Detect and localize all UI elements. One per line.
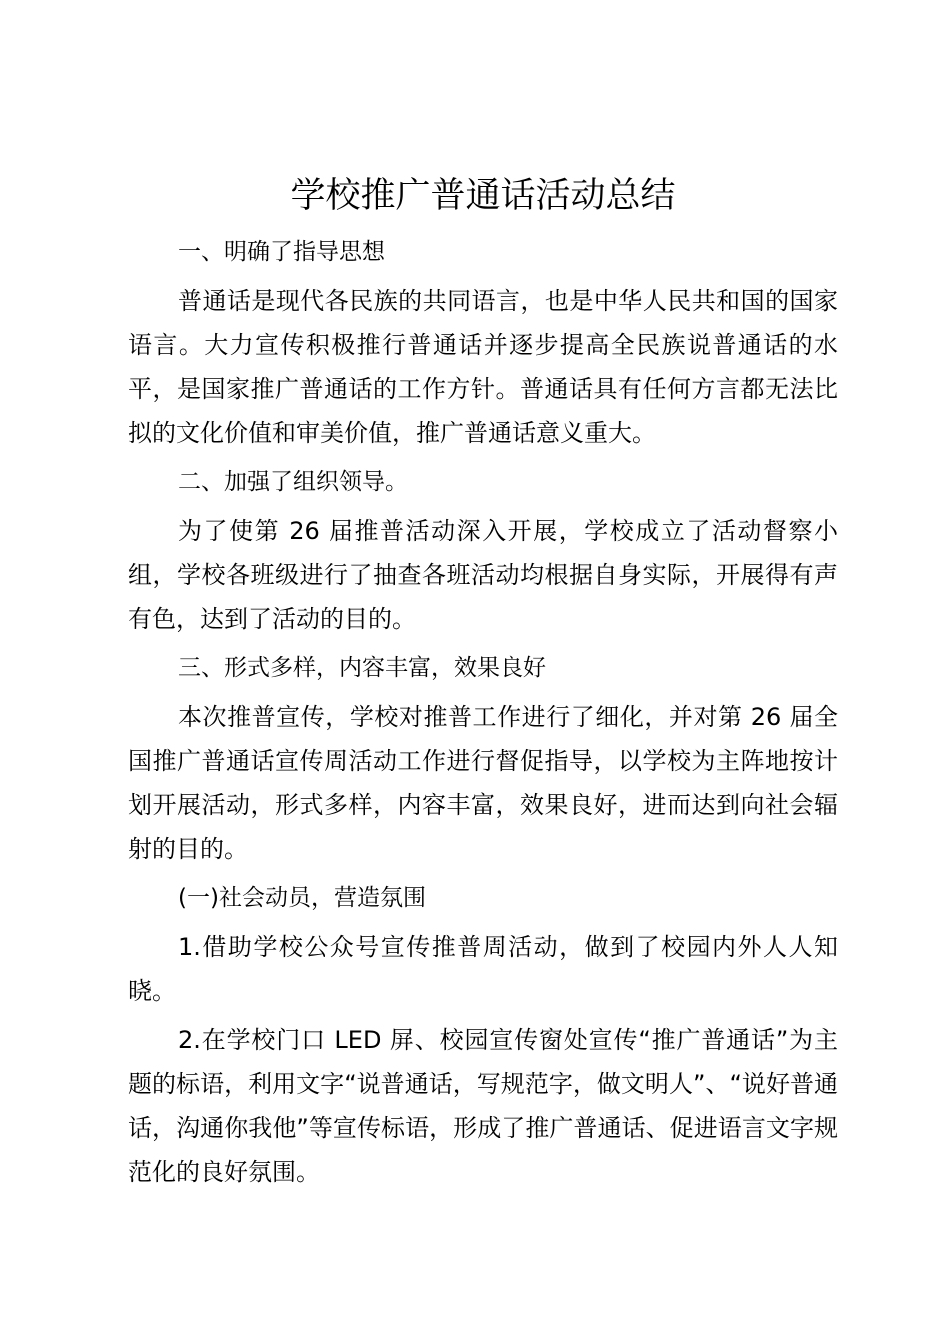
section-heading-1: 一、明确了指导思想 — [178, 239, 385, 265]
list-item-2: 2.在学校门口 LED 屏、校园宣传窗处宣传“推广普通话”为主题的标语，利用文字“说普通话，写规范字，做文明人”、“说好普通话，沟通你我他”等宣传标语，形成了推广普通话、促进语言文字规范化的良好氛围。 — [128, 1026, 838, 1186]
paragraph-3: 本次推普宣传，学校对推普工作进行了细化，并对第 26 届全国推广普通话宣传周活动工作进行督促指导，以学校为主阵地按计划开展活动，形式多样，内容丰富，效果良好，进而达到向社会辐射的目的。 — [128, 703, 838, 863]
paragraph-2: 为了使第 26 届推普活动深入开展，学校成立了活动督察小组，学校各班级进行了抽查各班活动均根据自身实际，开展得有声有色，达到了活动的目的。 — [128, 517, 838, 633]
section-heading-2: 二、加强了组织领导。 — [178, 469, 408, 495]
document-title: 学校推广普通话活动总结 — [290, 176, 676, 216]
section-heading-3: 三、形式多样，内容丰富，效果良好 — [178, 655, 546, 681]
list-item-1: 1.借助学校公众号宣传推普周活动，做到了校园内外人人知晓。 — [128, 933, 838, 1005]
subsection-heading-1: (一)社会动员，营造氛围 — [178, 885, 426, 911]
paragraph-1: 普通话是现代各民族的共同语言，也是中华人民共和国的国家语言。大力宣传积极推行普通话并逐步提高全民族说普通话的水平，是国家推广普通话的工作方针。普通话具有任何方言都无法比拟的文化价值和审美价值，推广普通话意义重大。 — [128, 287, 838, 447]
